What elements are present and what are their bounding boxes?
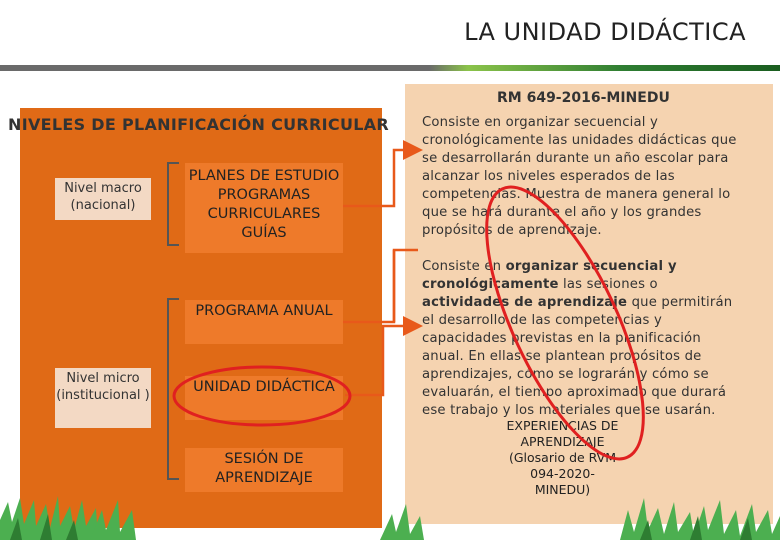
levels-title: NIVELES DE PLANIFICACIÓN CURRICULAR [8,115,390,134]
grass-decoration [0,480,780,540]
unit-description: Consiste en organizar secuencial y cronológicamente las sesiones o actividades de aprendizaje que permitirán el desarrollo de las competencias y capacidades previstas en la planificación anual. En ellas se plantean propósitos de aprendizajes, cómo se lograrán y cómo se evaluarán, el tiempo aproximado que durará ese trabajo y los materiales que se usarán. [422,259,733,418]
annual-program-description: Consiste en organizar secuencial y cronológicamente las unidades didácticas que se desarrollarán durante un año escolar para alcanzar los niveles esperados de las competencias. Muestra de manera general lo que se hará durante el año y los grandes propósitos de aprendizaje. [422,115,737,238]
level-micro: Nivel micro (institucional ) [55,368,151,428]
connector-programa [343,250,418,322]
box-programa-anual: PROGRAMA ANUAL [185,300,343,344]
connector-unidad [345,326,418,395]
box-planes-estudio: PLANES DE ESTUDIO PROGRAMAS CURRICULARES GUÍAS [185,163,343,253]
box-sesion-aprendizaje: SESIÓN DE APRENDIZAJE [185,448,343,492]
connector-planes [343,150,418,206]
page-title: LA UNIDAD DIDÁCTICA [464,18,746,46]
reference-title: RM 649-2016-MINEDU [497,90,670,106]
highlight-circle-unidad [174,367,350,425]
box-unidad-didactica: UNIDAD DIDÁCTICA [185,376,343,420]
footnote-experiencias: EXPERIENCIAS DE APRENDIZAJE (Glosario de RVM 094-2020-MINEDU) [506,418,619,497]
level-macro: Nivel macro (nacional) [55,178,151,220]
highlight-circle-experiencias [455,167,674,479]
